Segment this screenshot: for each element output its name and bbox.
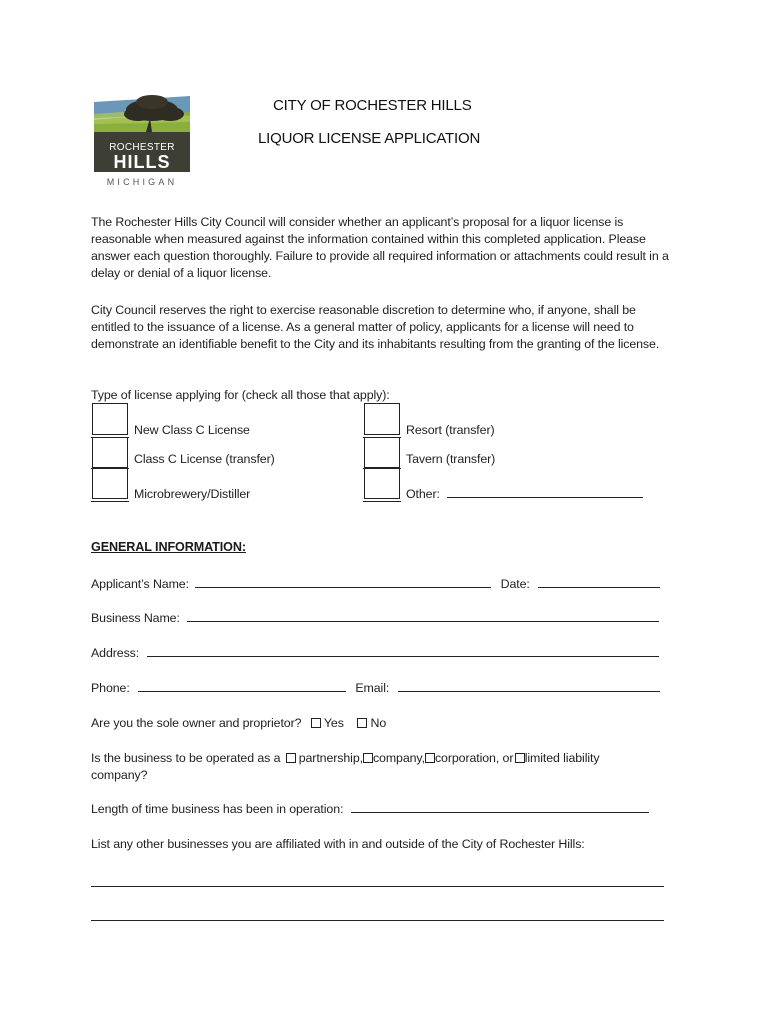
checkbox-new-class-c[interactable] (92, 403, 128, 435)
logo-text-michigan: MICHIGAN (106, 177, 178, 187)
license-type-prompt: Type of license applying for (check all those that apply): (91, 388, 390, 402)
checkbox-partnership[interactable] (286, 753, 296, 763)
checkbox-microbrewery[interactable] (92, 467, 128, 499)
checkbox-class-c-transfer[interactable] (92, 437, 128, 469)
label-other: Other: (406, 487, 440, 501)
business-type-row-end: company? (91, 768, 148, 782)
label-company: company, (372, 751, 425, 765)
intro-paragraph-1: The Rochester Hills City Council will consider whether an applicant’s proposal for a liquor license is reasonable when measured against the information contained within this completed application. Please answer each question thoroughly. Failure to provide all required information or attachments could result in a delay or denial of a liquor license. (91, 215, 669, 280)
city-logo-graphic (90, 92, 194, 190)
checkbox-underline (363, 501, 401, 502)
length-field[interactable] (351, 802, 649, 813)
checkbox-resort[interactable] (364, 403, 400, 435)
label-class-c-transfer: Class C License (transfer) (134, 452, 275, 466)
checkbox-tavern[interactable] (364, 437, 400, 469)
form-title: LIQUOR LICENSE APPLICATION (258, 130, 481, 147)
logo-text-hills: HILLS (113, 152, 171, 172)
applicant-name-field[interactable] (195, 577, 491, 588)
business-name-field[interactable] (187, 611, 659, 622)
label-tavern: Tavern (transfer) (406, 452, 496, 466)
applicant-row (91, 577, 660, 591)
label-resort: Resort (transfer) (406, 423, 495, 437)
business-type-question: Is the business to be operated as a (91, 751, 281, 765)
affiliated-field-1[interactable] (91, 886, 664, 887)
length-question: Length of time business has been in operation: (91, 802, 344, 816)
applicant-name-label: Applicant’s Name: (91, 577, 189, 591)
checkbox-other[interactable] (364, 467, 400, 499)
label-microbrewery: Microbrewery/Distiller (134, 487, 251, 501)
checkbox-no[interactable] (357, 718, 367, 728)
label-yes: Yes (323, 716, 344, 730)
checkbox-llc[interactable] (515, 753, 525, 763)
business-type-row (91, 751, 599, 765)
business-name-row (91, 611, 659, 625)
intro-paragraph-2: City Council reserves the right to exercise reasonable discretion to determine who, if anyone, shall be entitled to the issuance of a license. As a general matter of policy, applicants for a license will need to demonstrate an identifiable benefit to the City and its inhabitants resulting from the granting of the license. (91, 303, 660, 351)
checkbox-underline (91, 501, 129, 502)
label-no: No (370, 716, 387, 730)
affiliated-field-2[interactable] (91, 920, 664, 921)
phone-email-row (91, 681, 660, 695)
general-info-heading: GENERAL INFORMATION: (91, 540, 246, 554)
checkbox-corporation[interactable] (425, 753, 435, 763)
business-name-label: Business Name: (91, 611, 180, 625)
email-field[interactable] (398, 681, 660, 692)
label-corporation: corporation, or (434, 751, 514, 765)
label-llc: limited liability (524, 751, 600, 765)
phone-label: Phone: (91, 681, 130, 695)
other-row (406, 487, 643, 501)
checkbox-yes[interactable] (311, 718, 321, 728)
date-field[interactable] (538, 577, 660, 588)
label-new-class-c: New Class C License (134, 423, 250, 437)
city-title: CITY OF ROCHESTER HILLS (273, 97, 472, 114)
sole-owner-question: Are you the sole owner and proprietor? (91, 716, 302, 730)
address-row (91, 646, 659, 660)
address-field[interactable] (147, 646, 659, 657)
email-label: Email: (355, 681, 390, 695)
address-label: Address: (91, 646, 140, 660)
logo-text-rochester: ROCHESTER (109, 142, 175, 153)
date-label: Date: (500, 577, 530, 591)
checkbox-company[interactable] (363, 753, 373, 763)
phone-field[interactable] (138, 681, 346, 692)
sole-owner-row (91, 716, 386, 730)
label-partnership: partnership, (298, 751, 363, 765)
city-logo (90, 92, 194, 190)
affiliated-question: List any other businesses you are affiliated with in and outside of the City of Rochester Hills: (91, 837, 585, 851)
length-row (91, 802, 649, 816)
other-field[interactable] (447, 487, 643, 498)
